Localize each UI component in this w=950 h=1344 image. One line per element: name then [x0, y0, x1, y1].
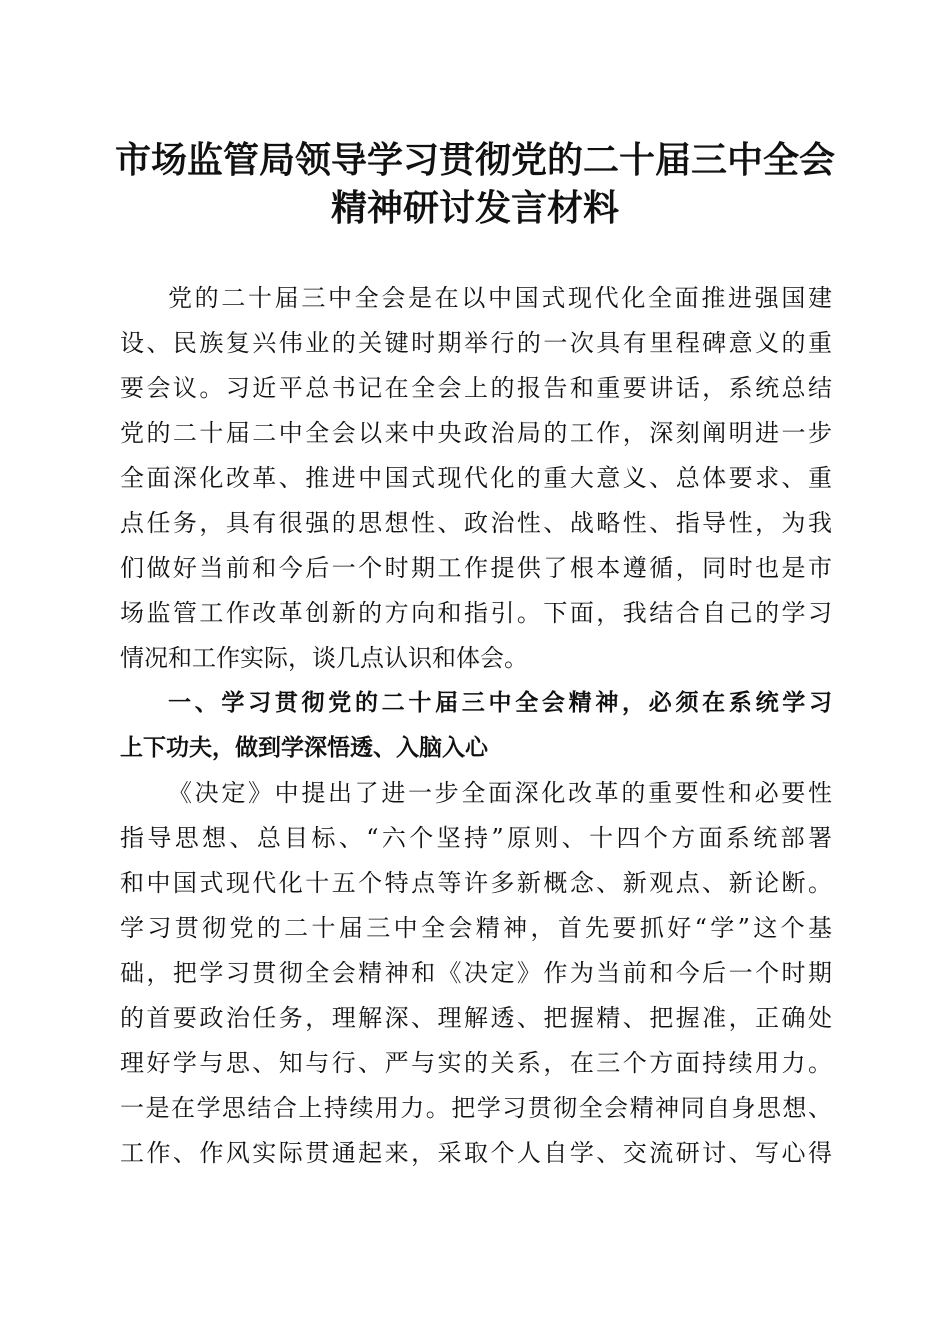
paragraph-1-line: 设、民族复兴伟业的关键时期举行的一次具有里程碑意义的重 [120, 329, 832, 357]
paragraph-1-line: 要会议。习近平总书记在全会上的报告和重要讲话，系统总结 [120, 374, 832, 402]
paragraph-1-line: 场监管工作改革创新的方向和指引。下面，我结合自己的学习 [120, 599, 832, 627]
paragraph-2-line: 理好学与思、知与行、严与实的关系，在三个方面持续用力。 [120, 1049, 832, 1077]
paragraph-1-line: 们做好当前和今后一个时期工作提供了根本遵循，同时也是市 [120, 554, 832, 582]
paragraph-1-line: 情况和工作实际，谈几点认识和体会。 [120, 644, 528, 672]
document-title-line-2: 精神研讨发言材料 [330, 187, 619, 229]
paragraph-1-line: 点任务，具有很强的思想性、政治性、战略性、指导性，为我 [120, 509, 832, 537]
paragraph-2-line: 的首要政治任务，理解深、理解透、把握精、把握准，正确处 [120, 1004, 832, 1032]
paragraph-2-line: 指导思想、总目标、“六个坚持”原则、十四个方面系统部署 [120, 824, 832, 852]
paragraph-2-line: 工作、作风实际贯通起来，采取个人自学、交流研讨、写心得 [120, 1139, 832, 1167]
paragraph-2-line: 一是在学思结合上持续用力。把学习贯彻全会精神同自身思想、 [120, 1094, 832, 1122]
paragraph-1-line: 党的二十届二中全会以来中央政治局的工作，深刻阐明进一步 [120, 419, 832, 447]
paragraph-2-line: 学习贯彻党的二十届三中全会精神，首先要抓好“学”这个基 [120, 914, 832, 942]
paragraph-2-line: 础，把学习贯彻全会精神和《决定》作为当前和今后一个时期 [120, 959, 832, 987]
paragraph-2-line: 和中国式现代化十五个特点等许多新概念、新观点、新论断。 [120, 869, 832, 897]
section-heading-line: 一、学习贯彻党的二十届三中全会精神，必须在系统学习 [168, 690, 832, 716]
paragraph-1-line: 全面深化改革、推进中国式现代化的重大意义、总体要求、重 [120, 464, 832, 492]
paragraph-2-line: 《决定》中提出了进一步全面深化改革的重要性和必要性 [168, 779, 832, 807]
paragraph-1-line: 党的二十届三中全会是在以中国式现代化全面推进强国建 [168, 284, 832, 312]
section-heading-line: 上下功夫，做到学深悟透、入脑入心 [120, 735, 488, 761]
document-title-line-1: 市场监管局领导学习贯彻党的二十届三中全会 [114, 139, 835, 181]
